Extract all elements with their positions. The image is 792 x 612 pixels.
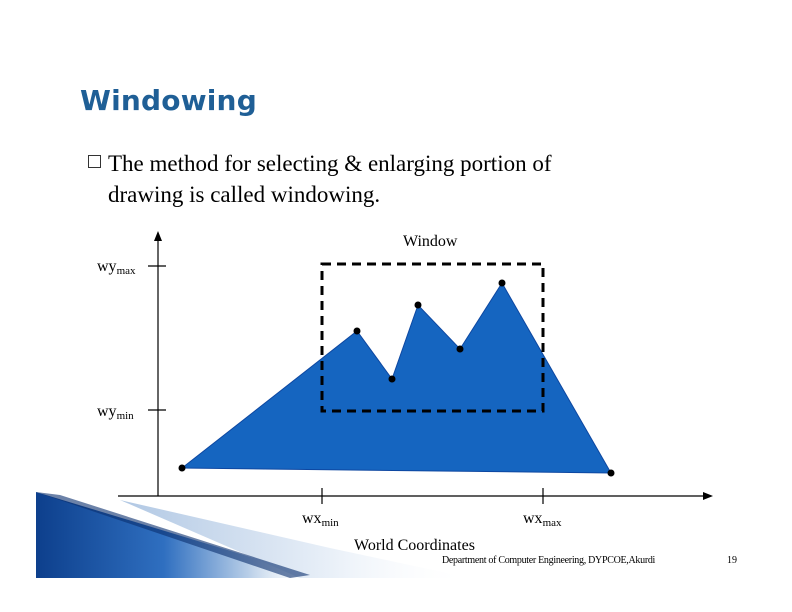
wymax-label-main: wy [97,258,117,275]
wxmin-label [302,510,339,529]
wxmin-label-main: wx [302,510,322,527]
bullet-line-2: drawing is called windowing. [108,182,381,207]
vertex-point [499,280,506,287]
vertex-point [608,470,615,477]
y-axis-arrow [154,231,162,241]
wymax-label-sub: max [116,265,136,277]
bullet-text [88,148,708,210]
page-number: 19 [727,555,737,566]
world-coordinates-caption: World Coordinates [354,537,475,554]
slide-title: Windowing [80,84,257,117]
bullet-line-1: The method for selecting & enlarging portion of [108,151,552,176]
x-axis-arrow [703,492,713,500]
drawing-shape [182,283,611,473]
footer-department: Department of Computer Engineering, DYPCOE,Akurdi [442,555,656,566]
vertex-point [179,465,186,472]
window-label: Window [403,233,458,250]
corner-swoosh-decoration [36,492,470,578]
vertex-point [415,302,422,309]
vertex-point [354,328,361,335]
vertex-point [389,376,396,383]
wymin-label-sub: min [116,410,134,422]
wxmax-label-main: wx [523,510,543,527]
bullet-square-icon [88,155,101,168]
wymin-label [97,403,134,422]
wymax-label [97,258,136,277]
wxmin-label-sub: min [321,517,339,529]
wxmax-label-sub: max [542,517,562,529]
vertex-point [457,346,464,353]
wymin-label-main: wy [97,403,117,420]
wxmax-label [523,510,562,529]
bullet-item [88,148,708,210]
